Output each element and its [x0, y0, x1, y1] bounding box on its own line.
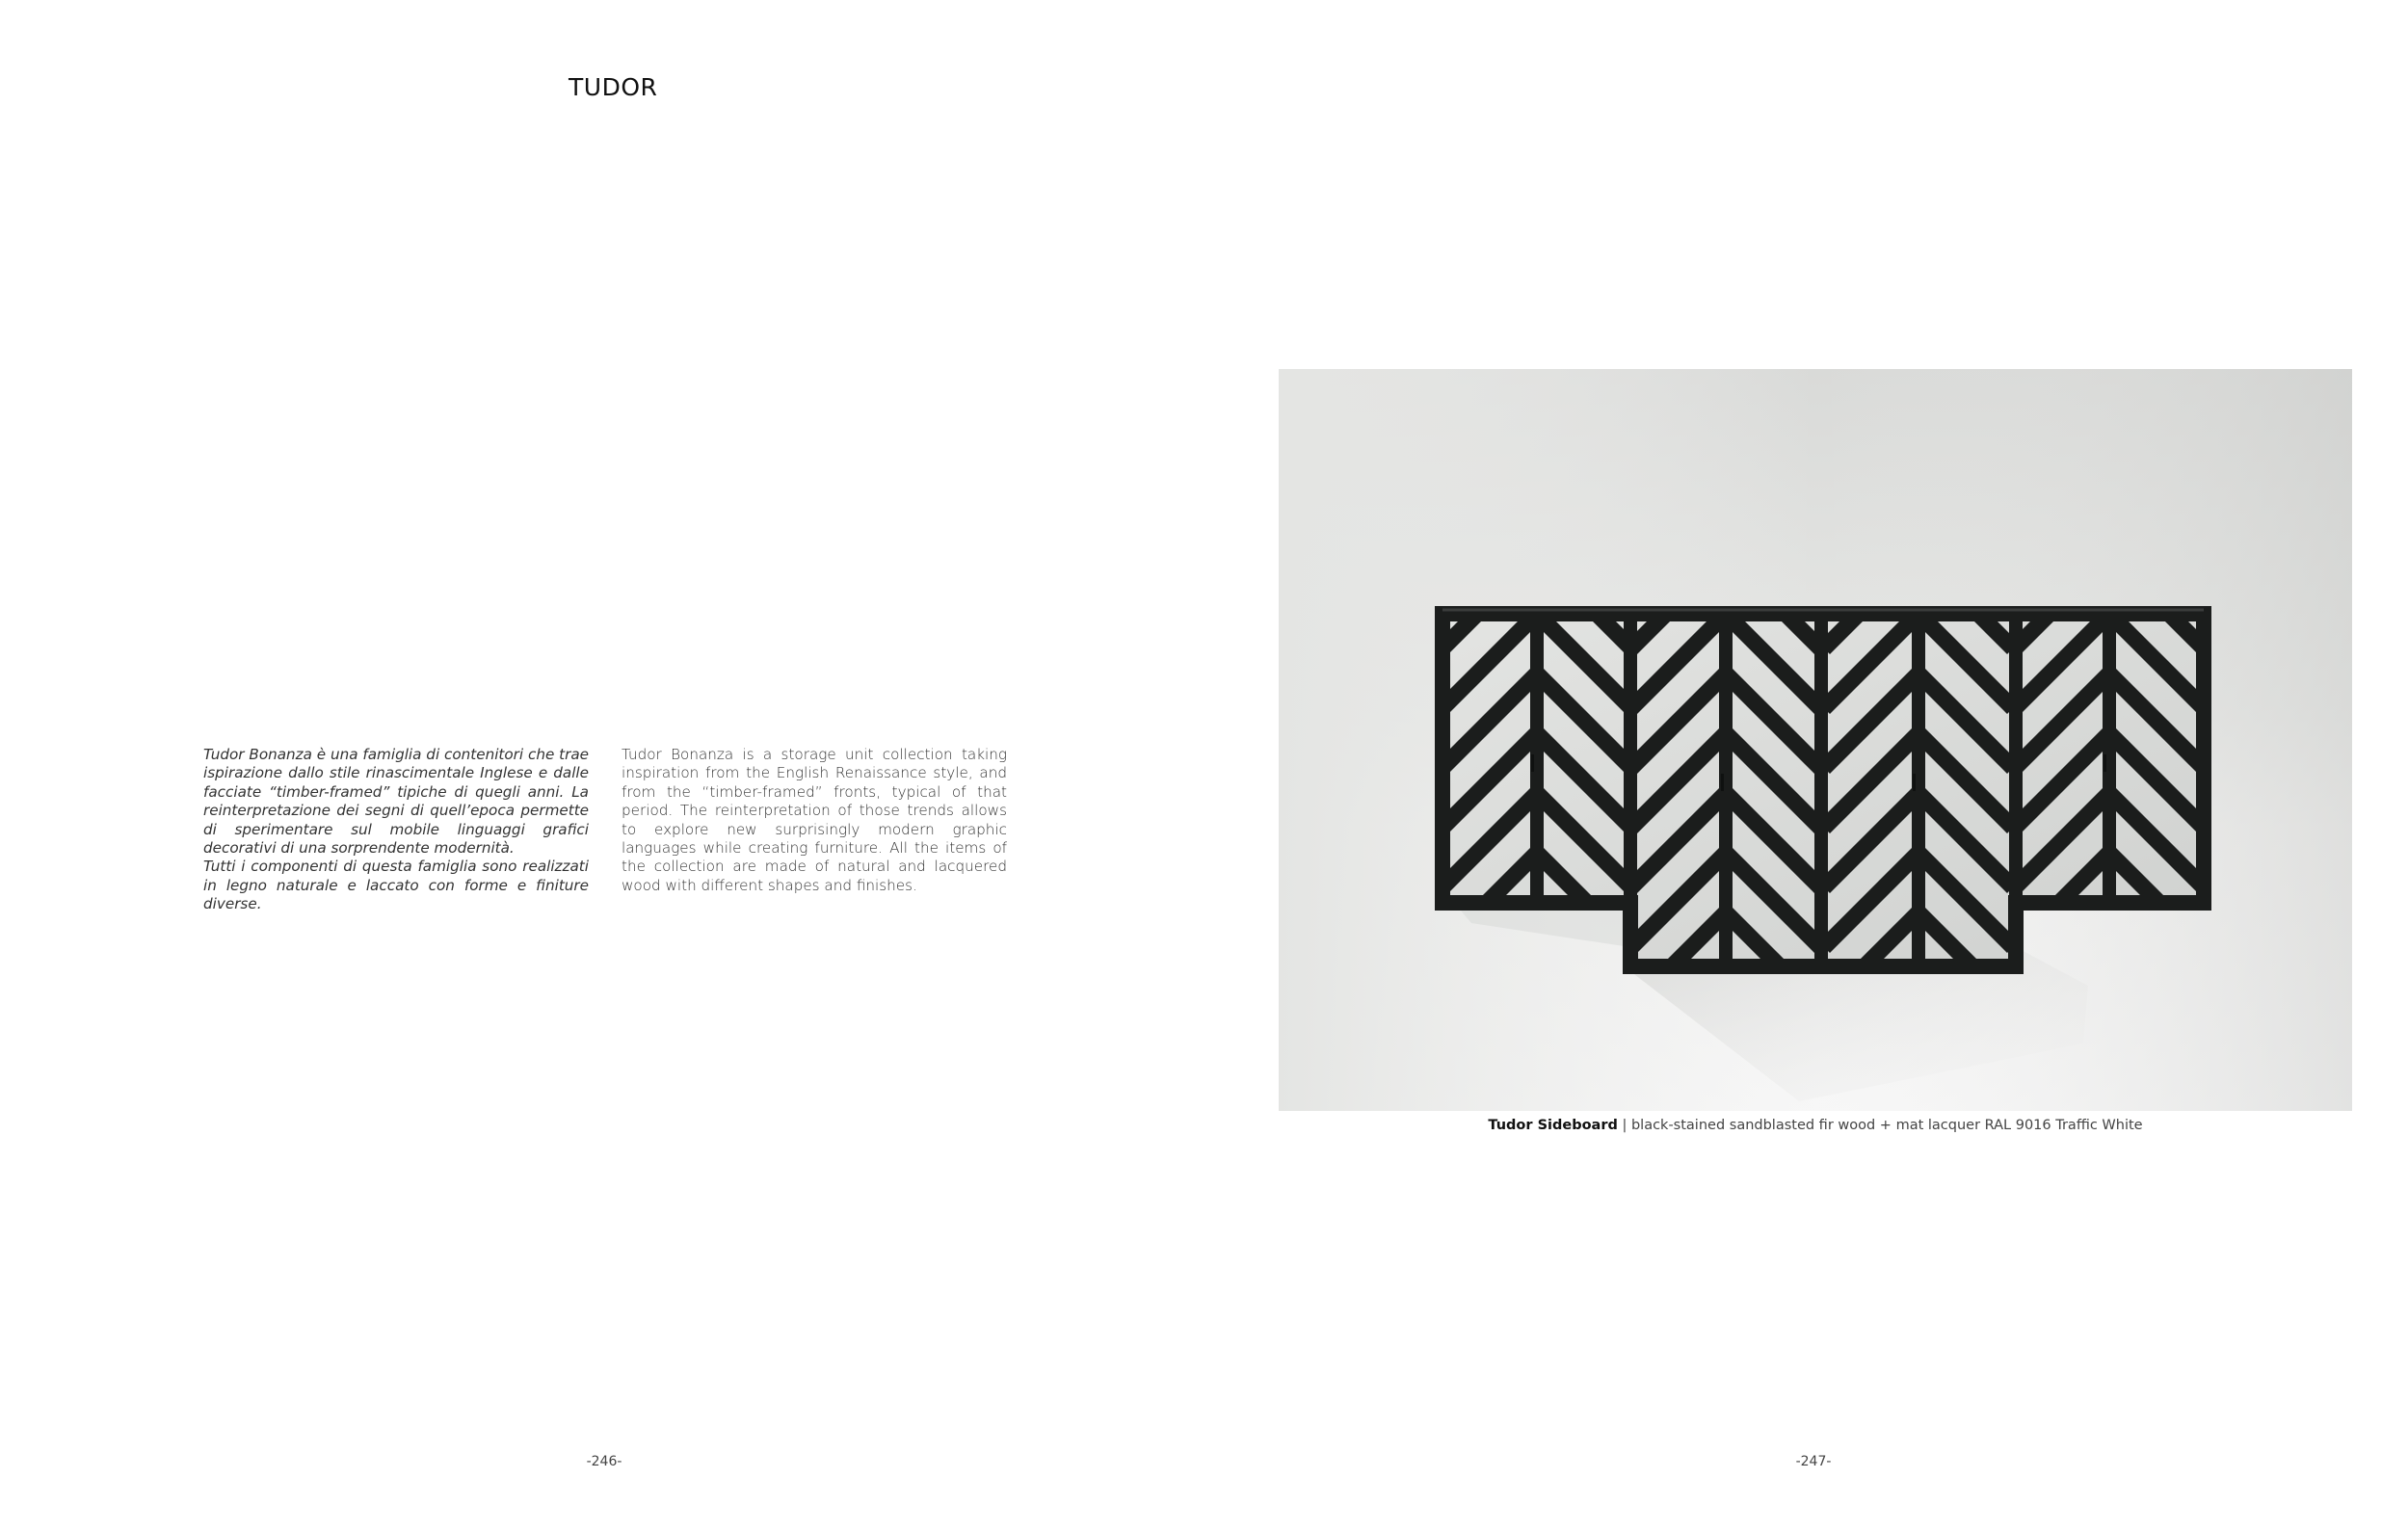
english-description [622, 746, 1007, 895]
photo-caption [1279, 1118, 2352, 1133]
page-number-right: -247- [1795, 1454, 1832, 1469]
italian-paragraph-2: Tutti i componenti di questa famiglia sono realizzati in legno naturale e laccato con forme e finiture diverse. [203, 858, 589, 913]
english-paragraph: Tudor Bonanza is a storage unit collection taking inspiration from the English Renaissance style, and from the “timber-framed” fronts, typical of that period. The reinterpretation of those trends allows to explore new surprisingly modern graphic languages while creating furniture. All the items of the collection are made of natural and lacquered wood with different shapes and finishes. [622, 746, 1007, 894]
page-number-left: -246- [586, 1454, 622, 1469]
caption-product-name: Tudor Sideboard [1488, 1118, 1618, 1133]
italian-paragraph-1: Tudor Bonanza è una famiglia di contenitori che trae ispirazione dallo stile rinascimentale Inglese e dalle facciate “timber-framed” tipiche di quegli anni. La reinterpretazione dei segni di quell’epoca permette di sperimentare sul mobile linguaggi grafici decorativi di una sorprendente modernità. [203, 746, 589, 858]
page-title: TUDOR [569, 73, 658, 101]
tudor-sideboard-photo [1279, 369, 2352, 1111]
italian-description [203, 746, 589, 914]
caption-description: | black-stained sandblasted fir wood + mat lacquer RAL 9016 Traffic White [1617, 1118, 2143, 1133]
